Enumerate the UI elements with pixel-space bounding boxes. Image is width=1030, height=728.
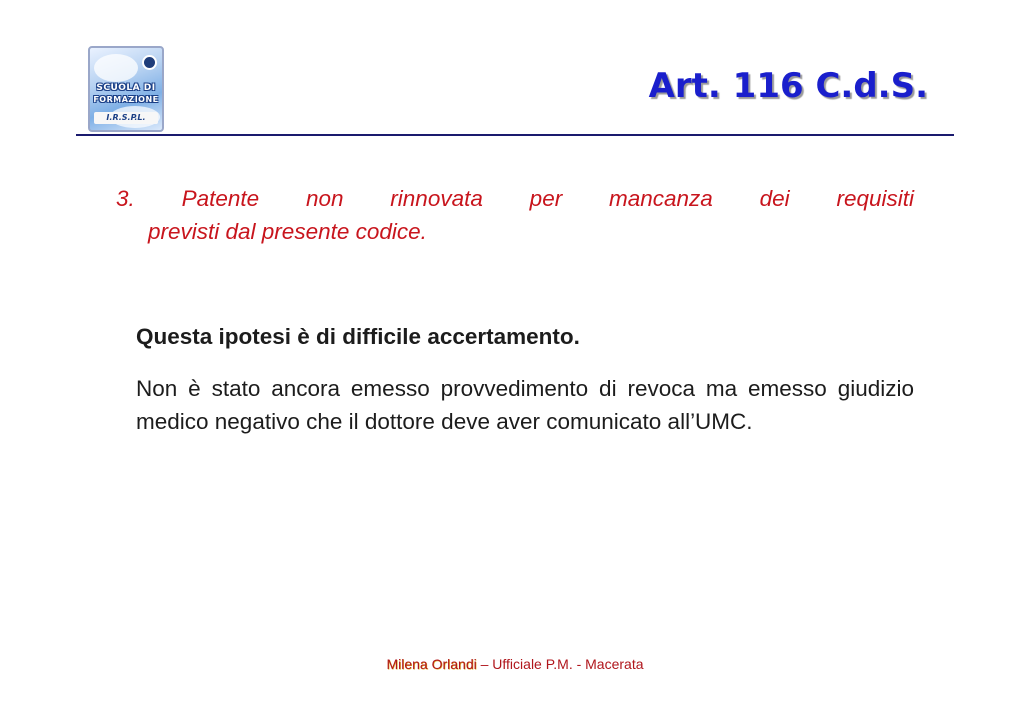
logo-cloud bbox=[94, 54, 138, 82]
logo-text-line2: FORMAZIONE bbox=[93, 95, 159, 104]
logo-text-line3: I.R.S.P.L. bbox=[94, 112, 158, 124]
logo-emblem-icon bbox=[142, 55, 157, 70]
header-divider bbox=[76, 134, 954, 136]
footer-author: Milena Orlandi bbox=[386, 656, 477, 672]
numbered-item bbox=[116, 182, 914, 248]
page-title: Art. 116 C.d.S. bbox=[648, 66, 928, 106]
footer bbox=[0, 656, 1030, 672]
numbered-item-line2: previsti dal presente codice. bbox=[148, 219, 427, 244]
footer-role: – Ufficiale P.M. - Macerata bbox=[476, 656, 644, 672]
lead-statement: Questa ipotesi è di difficile accertamento. bbox=[136, 324, 580, 349]
body-paragraph: Non è stato ancora emesso provvedimento di revoca ma emesso giudizio medico negativo che il dottore deve aver comunicato all’UMC. bbox=[136, 376, 914, 434]
school-logo bbox=[88, 46, 164, 132]
logo-text-line1: SCUOLA DI bbox=[96, 83, 156, 93]
numbered-item-line1: 3. Patente non rinnovata per mancanza dei requisiti bbox=[116, 186, 914, 211]
